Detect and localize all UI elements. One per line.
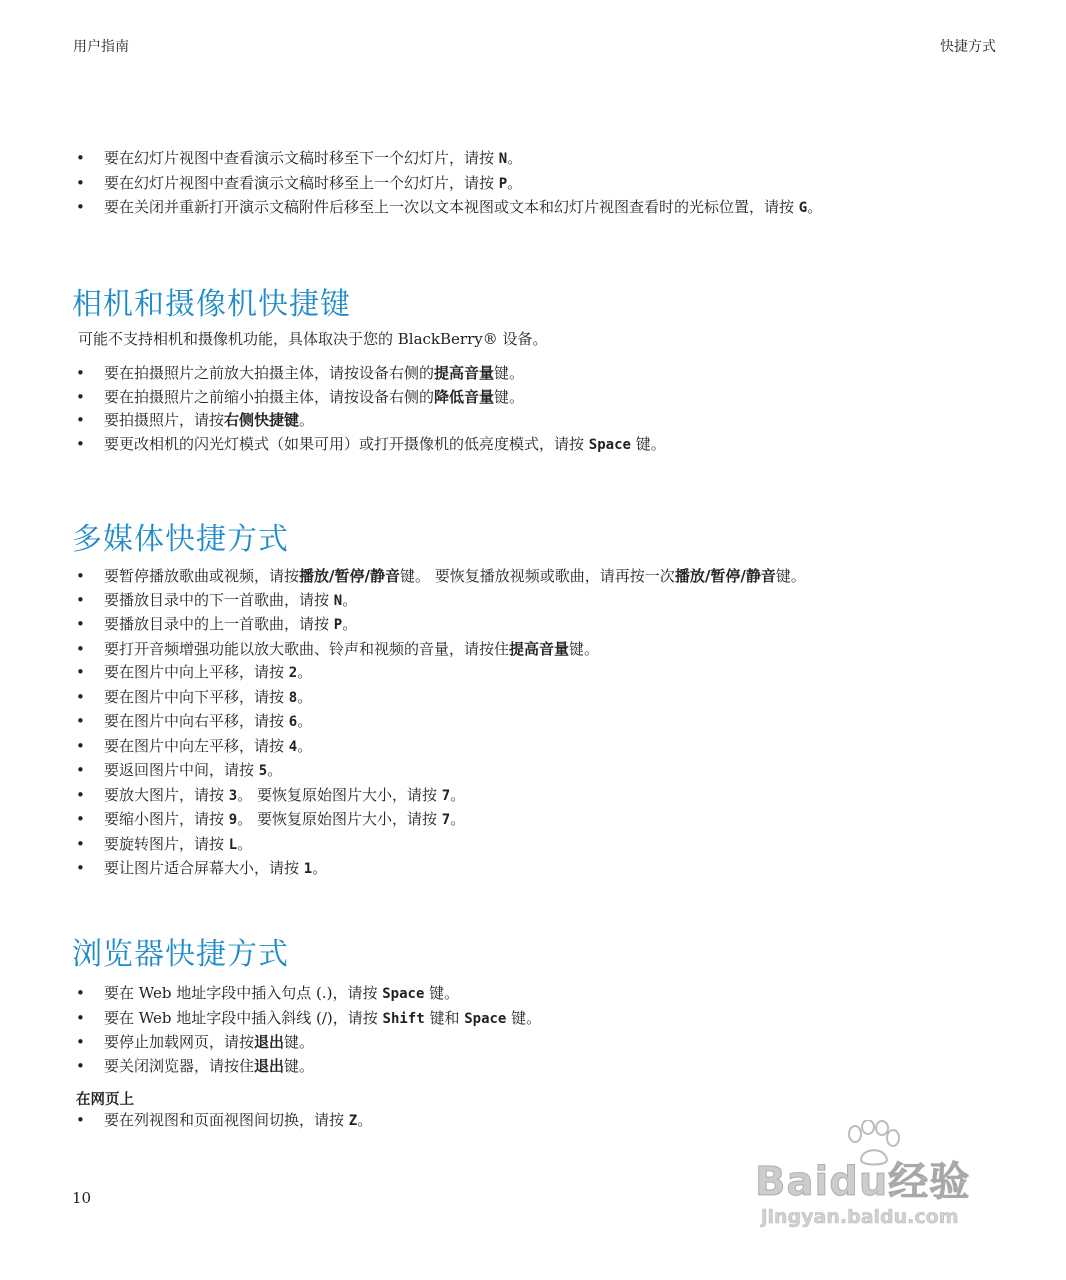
list-item: • 要放大图片，请按 3。 要恢复原始图片大小，请按 7。 (76, 784, 806, 809)
list-item: • 要让图片适合屏幕大小，请按 1。 (76, 857, 806, 882)
list-item: • 要在幻灯片视图中查看演示文稿时移至上一个幻灯片，请按 P。 (76, 172, 822, 197)
list-item: • 要更改相机的闪光灯模式（如果可用）或打开摄像机的低亮度模式，请按 Space 键。 (76, 433, 666, 458)
list-item: • 要拍摄照片，请按右侧快捷键。 (76, 409, 666, 433)
list-item: • 要在拍摄照片之前放大拍摄主体，请按设备右侧的提高音量键。 (76, 362, 666, 386)
list-item: • 要在 Web 地址字段中插入斜线 (/)，请按 Shift 键和 Space 键。 (76, 1007, 541, 1032)
list-item: • 要在图片中向上平移，请按 2。 (76, 661, 806, 686)
media-section-title: 多媒体快捷方式 (72, 522, 289, 557)
media-shortcut-list (76, 565, 806, 882)
list-item: • 要播放目录中的下一首歌曲，请按 N。 (76, 589, 806, 614)
list-item: • 要暂停播放歌曲或视频，请按播放/暂停/静音键。 要恢复播放视频或歌曲，请再按一次播放/暂停/静音键。 (76, 565, 806, 589)
camera-shortcut-list (76, 362, 666, 457)
browser-shortcut-list (76, 982, 541, 1078)
list-item: • 要在 Web 地址字段中插入句点 (.)，请按 Space 键。 (76, 982, 541, 1007)
watermark-url: jingyan.baidu.com (761, 1206, 959, 1228)
header-right: 快捷方式 (940, 39, 996, 55)
list-item: • 要打开音频增强功能以放大歌曲、铃声和视频的音量，请按住提高音量键。 (76, 638, 806, 662)
page-number: 10 (72, 1189, 92, 1207)
baidu-watermark (755, 1120, 1005, 1240)
list-item: • 要在幻灯片视图中查看演示文稿时移至下一个幻灯片，请按 N。 (76, 147, 822, 172)
watermark-logo: Baidu经验 (755, 1159, 971, 1205)
list-item: • 要缩小图片，请按 9。 要恢复原始图片大小，请按 7。 (76, 808, 806, 833)
list-item: • 要在列视图和页面视图间切换，请按 Z。 (76, 1109, 372, 1134)
list-item: • 要播放目录中的上一首歌曲，请按 P。 (76, 613, 806, 638)
list-item: • 要在关闭并重新打开演示文稿附件后移至上一次以文本视图或文本和幻灯片视图查看时的光标位置，请按 G。 (76, 196, 822, 221)
webpage-subheading: 在网页上 (76, 1092, 134, 1108)
list-item: • 要在拍摄照片之前缩小拍摄主体，请按设备右侧的降低音量键。 (76, 386, 666, 410)
list-item: • 要在图片中向右平移，请按 6。 (76, 710, 806, 735)
list-item: • 要在图片中向下平移，请按 8。 (76, 686, 806, 711)
list-item: • 要返回图片中间，请按 5。 (76, 759, 806, 784)
camera-section-title: 相机和摄像机快捷键 (72, 287, 351, 322)
camera-intro: 可能不支持相机和摄像机功能，具体取决于您的 BlackBerry® 设备。 (78, 330, 548, 348)
header-left: 用户指南 (73, 39, 129, 55)
browser-section-title: 浏览器快捷方式 (72, 937, 289, 972)
list-item: • 要停止加载网页，请按退出键。 (76, 1031, 541, 1055)
list-item: • 要在图片中向左平移，请按 4。 (76, 735, 806, 760)
slide-shortcut-list (76, 147, 822, 221)
list-item: • 要关闭浏览器，请按住退出键。 (76, 1055, 541, 1079)
list-item: • 要旋转图片，请按 L。 (76, 833, 806, 858)
webpage-shortcut-list (76, 1109, 372, 1134)
